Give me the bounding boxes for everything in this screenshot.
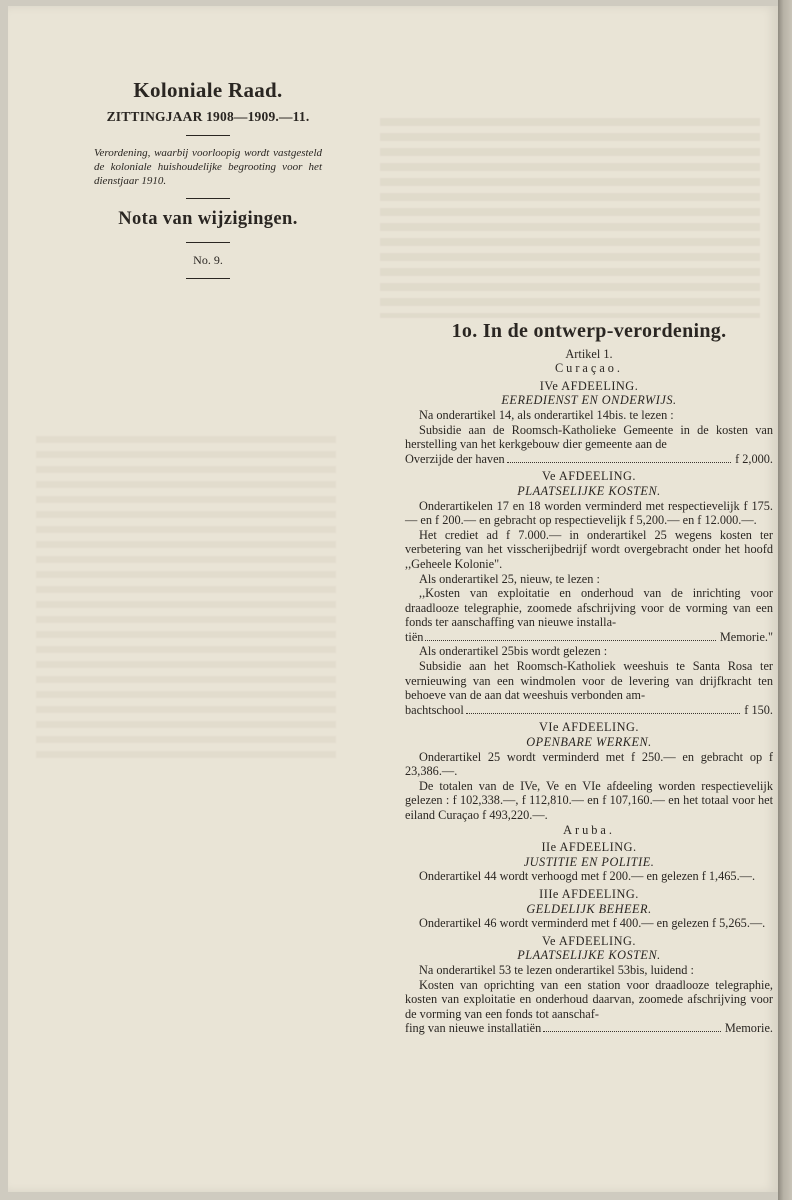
bleed-through-texture — [380, 118, 760, 318]
paragraph: Na onderartikel 53 te lezen onderartikel 53bis, luidend : — [419, 962, 694, 977]
island-aruba: Aruba. — [563, 822, 615, 837]
paragraph: Als onderartikel 25bis wordt gelezen : — [419, 644, 608, 659]
paragraph: Onderartikelen 17 en 18 worden verminderd met respectievelijk f 175.— en f 200.— en gebracht op respectievelijk f 5,200.— en f 12.000.—. — [405, 498, 773, 528]
paragraph: Als onderartikel 25, nieuw, te lezen : — [419, 571, 600, 586]
afdeeling-heading: Ve AFDEELING. — [542, 469, 636, 484]
afdeeling-title: OPENBARE WERKEN. — [526, 735, 652, 750]
afdeeling-heading: Ve AFDEELING. — [542, 933, 636, 948]
afdeeling-heading: VIe AFDEELING. — [539, 720, 639, 735]
dotted-leader-line — [405, 452, 773, 467]
divider — [186, 242, 230, 243]
afdeeling-title: GELDELIJK BEHEER. — [526, 901, 652, 916]
dotted-leader-line — [405, 703, 773, 718]
leader-text: tiën — [405, 629, 424, 644]
header-column — [88, 6, 328, 289]
afdeeling-title: JUSTITIE EN POLITIE. — [523, 854, 655, 869]
dotted-leader-line — [405, 1021, 773, 1036]
document-page — [8, 6, 778, 1192]
leader-text: bachtschool — [405, 702, 464, 717]
amendments-column — [405, 320, 773, 1036]
leader-text: Overzijde der haven — [405, 451, 505, 466]
leader-amount: f 2,000. — [735, 451, 773, 466]
article-label: Artikel 1. — [565, 346, 613, 361]
afdeeling-title: PLAATSELIJKE KOSTEN. — [517, 948, 661, 963]
divider — [186, 198, 230, 199]
bleed-through-texture-left — [36, 436, 336, 766]
paragraph: De totalen van de IVe, Ve en VIe afdeeling worden respectievelijk gelezen : f 102,338.—, f 112,810.— en f 107,160.— en het totaal voor het eiland Curaçao f 493,220.—. — [405, 778, 773, 822]
dotted-leader-line — [405, 630, 773, 645]
paragraph: Kosten van oprichting van een station voor draadlooze telegraphie, kosten van exploitatie en onderhoud daarvan, zoomede afschrijving voor de vorming van een fonds tot aanschaf- — [405, 977, 773, 1021]
leader-amount: f 150. — [744, 702, 773, 717]
island-curacao: Curaçao. — [554, 361, 624, 376]
afdeeling-heading: IIIe AFDEELING. — [539, 886, 639, 901]
leader-text: fing van nieuwe installatiën — [405, 1021, 542, 1036]
document-title: Koloniale Raad. — [133, 78, 283, 102]
paragraph: Subsidie aan het Roomsch-Katholiek weeshuis te Santa Rosa ter vernieuwing van een windmolen voor de levering van drijfkracht ten behoeve van de aan dat weeshuis verbonden am- — [405, 659, 773, 703]
page-edge — [778, 0, 792, 1200]
leader-amount: Memorie. — [724, 1021, 773, 1036]
document-number: No. 9. — [193, 253, 223, 267]
divider — [186, 135, 230, 136]
afdeeling-heading: IIe AFDEELING. — [541, 840, 637, 855]
paragraph: Onderartikel 46 wordt verminderd met f 400.— en gelezen f 5,265.—. — [419, 916, 766, 931]
session-year: ZITTINGJAAR 1908—1909.—11. — [106, 109, 310, 124]
paragraph: Het crediet ad f 7.000.— in onderartikel 25 wegens kosten ter verbetering van het visscherijbedrijf wordt overgebracht onder het hoofd ,,Geheele Kolonie". — [405, 527, 773, 571]
afdeeling-title: PLAATSELIJKE KOSTEN. — [517, 483, 661, 498]
divider — [186, 278, 230, 279]
nota-heading: Nota van wijzigingen. — [118, 209, 298, 229]
paragraph: ,,Kosten van exploitatie en onderhoud van de inrichting voor draadlooze telegraphie, zoomede afschrijving voor de vorming van een fonds ter aanschaffing van nieuwe installa- — [405, 586, 773, 630]
section-heading: 1o. In de ontwerp-verordening. — [451, 320, 727, 342]
paragraph: Onderartikel 25 wordt verminderd met f 250.— en gebracht op f 23,386.—. — [405, 749, 773, 779]
afdeeling-title: EEREDIENST EN ONDERWIJS. — [501, 393, 677, 408]
paragraph: Onderartikel 44 wordt verhoogd met f 200.— en gelezen f 1,465.—. — [419, 869, 756, 884]
paragraph: Na onderartikel 14, als onderartikel 14bis. te lezen : — [419, 407, 674, 422]
leader-amount: Memorie." — [719, 629, 773, 644]
afdeeling-heading: IVe AFDEELING. — [539, 378, 639, 393]
document-subject: Verordening, waarbij voorloopig wordt vastgesteld de koloniale huishoudelijke begrooting voor het dienstjaar 1910. — [94, 147, 322, 187]
paragraph: Subsidie aan de Roomsch-Katholieke Gemeente in de kosten van herstelling van het kerkgebouw dier gemeente aan de — [405, 422, 773, 452]
